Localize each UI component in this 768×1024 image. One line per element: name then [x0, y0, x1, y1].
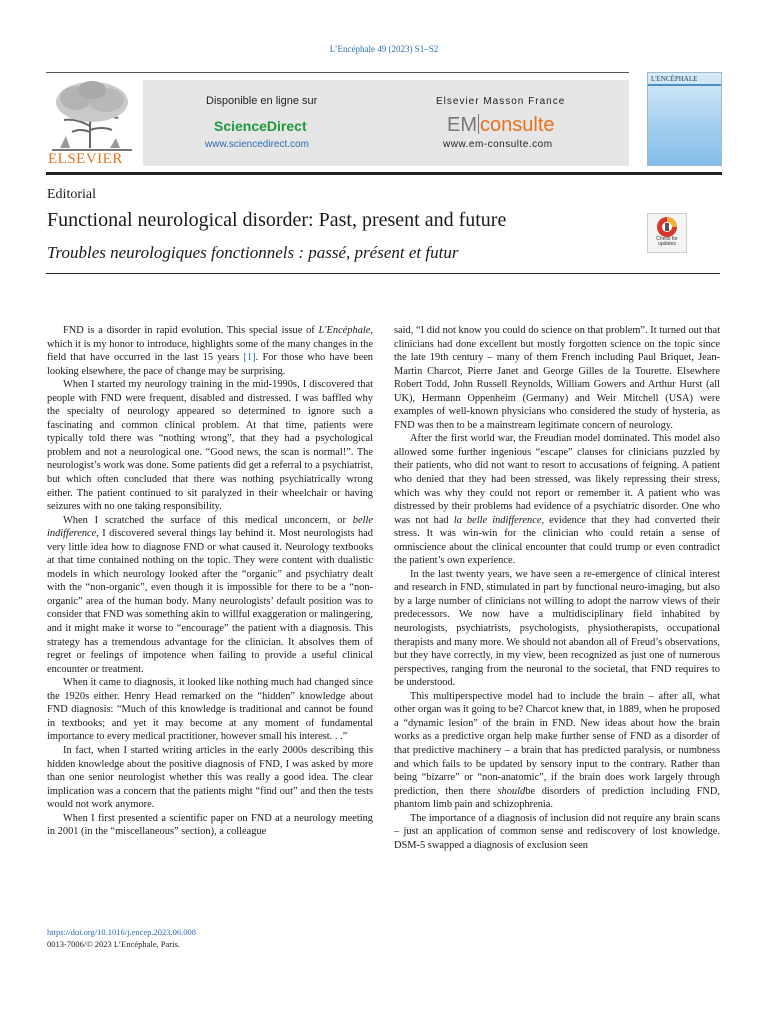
- article-title: Functional neurological disorder: Past, present and future: [47, 209, 507, 231]
- paragraph: FND is a disorder in rapid evolution. This special issue of L'Encéphale, which it is my honor to introduce, highlights some of the many changes in the field that have occurred in the last 15 years [1]. For those who have been looking elsewhere, the pace of change may be surprising.: [47, 325, 373, 377]
- elsevier-logo: [46, 78, 142, 168]
- copyright-notice: 0013-7006/© 2023 L’Encéphale, Paris.: [47, 939, 180, 949]
- journal-cover-thumbnail[interactable]: [647, 72, 722, 166]
- paragraph: In the last twenty years, we have seen a re-emergence of clinical interest and research in FND, stimulated in part by functional neuro-imaging, but also by a large number of clinicians not willing to adopt the narrow views of their predecessors. We now have a multidisciplinary field inhabited by neurologists, psychiatrists, psychologists, physiotherapists, occupational therapists and many more. We should not abandon all of Freud’s observations, but they have correctly, in my view, been recognized as just one of numerous perspectives, ranging from the neuronal to the societal, that FND requires to be understood.: [394, 568, 720, 689]
- cover-band: [648, 84, 721, 86]
- check-for-updates-button[interactable]: [647, 213, 687, 253]
- journal-name: L'Encéphale: [318, 325, 371, 336]
- article-section-label: Editorial: [47, 187, 96, 202]
- sciencedirect-logo[interactable]: ScienceDirect: [214, 118, 307, 134]
- article-title-french: Troubles neurologiques fonctionnels : passé, présent et futur: [47, 243, 459, 262]
- cover-title: L'ENCÉPHALE: [651, 75, 698, 83]
- em-consulte-divider: [478, 114, 479, 134]
- journal-reference[interactable]: L’Encéphale 49 (2023) S1–S2: [329, 44, 439, 54]
- title-divider: [46, 273, 720, 274]
- sciencedirect-link[interactable]: www.sciencedirect.com: [205, 139, 309, 150]
- check-for-updates-icon: [656, 216, 678, 238]
- paragraph: The importance of a diagnosis of inclusion did not require any brain scans – just an application of common sense and rediscovery of lost knowledge. DSM-5 swapped a diagnosis of exclusion seen: [394, 812, 720, 851]
- paragraph: When it came to diagnosis, it looked like nothing much had changed since the 1920s either. Henry Head remarked on the “hidden” knowledge about FND diagnosis: “Much of this knowledge is traditional and cannot be found in textbooks; and yet it may become at any moment of fundamental importance to every medical practitioner, however small his interest. . .”: [47, 677, 373, 743]
- em-consulte-consulte: consulte: [480, 114, 555, 136]
- available-online-label: Disponible en ligne sur: [206, 95, 318, 107]
- banner-bottom-rule: [46, 172, 722, 175]
- check-for-updates-label: Check for updates: [656, 236, 678, 247]
- reference-link[interactable]: [1]: [243, 352, 256, 364]
- doi-link[interactable]: https://doi.org/10.1016/j.encep.2023.06.008: [47, 927, 197, 937]
- em-consulte-logo[interactable]: [447, 114, 555, 137]
- paragraph: After the first world war, the Freudian model dominated. This model also allowed some further ingenious “escape” clauses for clinicians puzzled by their patients, who did not want to resort to accusations of feigning. A patient who denied that they had been stressed, was likely repressing their stress, which was why they could not report or remember it. A patient who was distressed by their problems had evidence of a psychiatric disorder. One who was not had la belle indifference, evidence that they had converted their stress. It was win-win for the clinician who could retain a sense of omniscience about the clinical encounter that could trump or even contradict the patient’s own experience.: [394, 433, 720, 567]
- em-consulte-link[interactable]: www.em-consulte.com: [443, 139, 553, 150]
- body-column-left: [47, 324, 373, 839]
- paragraph: This multiperspective model had to include the brain – after all, what other organ was it going to be? Charcot knew that, in 1889, when he proposed a “dynamic lesion” of the brain in FND. New ideas about how the brain works as a predictive organ help make further sense of FND as a disorder of that predictive machinery – a brain that has predicted paralysis, or numbness and which fails to be updated by sensory input to the contrary. Rather than being “bizarre” or “non-anatomic”, if the brain does work largely through prediction, then there shouldbe disorders of prediction including FND, phantom limb pain and schizophrenia.: [394, 690, 721, 811]
- banner-top-rule: [46, 72, 629, 73]
- publisher-label: Elsevier Masson France: [436, 96, 566, 107]
- paragraph: When I started my neurology training in the mid-1990s, I discovered that people with FND were frequent, disabled and distressed. I was baffled why the specialty of neurology appeared so determined to ignore such a fascinating and common clinical problem. At that time, patients were typically told there was “nothing wrong”, that they had a psychological problem and not a neurological one. “Good news, the scan is normal!”. The neurologist’s work was done. Some patients did get a referral to a psychiatrist, but which often concluded that there was nothing psychiatrically wrong either. The patient continued to sit paralyzed in their wheelchair or having seizures with no one taking responsibility.: [47, 379, 373, 513]
- paragraph: When I scratched the surface of this medical unconcern, or belle indifference, I discovered several things lay behind it. Most neurologists had very little idea how to diagnose FND or what caused it. Neurology textbooks at that time contained nothing on the topic. They were content with dualistic models in which neurology looked after the “organic” and psychiatry dealt with the “non-organic”, even though it is impossible for there to be a “non-organic” area of the human body. Many neurologists’ default position was to consider that FND was something akin to willful exaggeration or malingering, and it might make it worse to “encourage” the patient with a diagnosis. This strategy has a tremendous advantage for the clinician. It absolves them of regret or feelings of impotence when failing to provide a useful clinical encounter or treatment.: [47, 514, 373, 675]
- elsevier-tree-icon: [46, 78, 138, 152]
- paragraph: When I first presented a scientific paper on FND at a neurology meeting in 2001 (in the “miscellaneous” section), a colleague: [47, 812, 373, 838]
- em-consulte-em: EM: [447, 114, 477, 136]
- paragraph: In fact, when I started writing articles in the early 2000s describing this hidden knowledge about the positive diagnosis of FND, I was asked by more than one senior neurologist whether this was really a good idea. The clear implication was a concern that the patients might “find out” and then the tests would not work anymore.: [47, 744, 373, 811]
- paragraph: said, “I did not know you could do science on that problem”. It turned out that clinicians had done excellent but mostly forgotten science on the topic since the late 19th century – many of them French including Paul Briquet, Jean-Martin Charcot, Pierre Janet and George Gilles de la Tourette. Elsewhere Robert Todd, John Russell Reynolds, William Gowers and Arthur Hurst (all UK), Hermann Oppenheim (Germany) and Weir Mitchell (USA) were examples of well-known physicians who considered the study of hysteria, as FND was then to be a mainstream legitimate concern of neurology.: [394, 325, 720, 431]
- body-column-right: [394, 324, 720, 852]
- elsevier-wordmark: ELSEVIER: [48, 151, 123, 167]
